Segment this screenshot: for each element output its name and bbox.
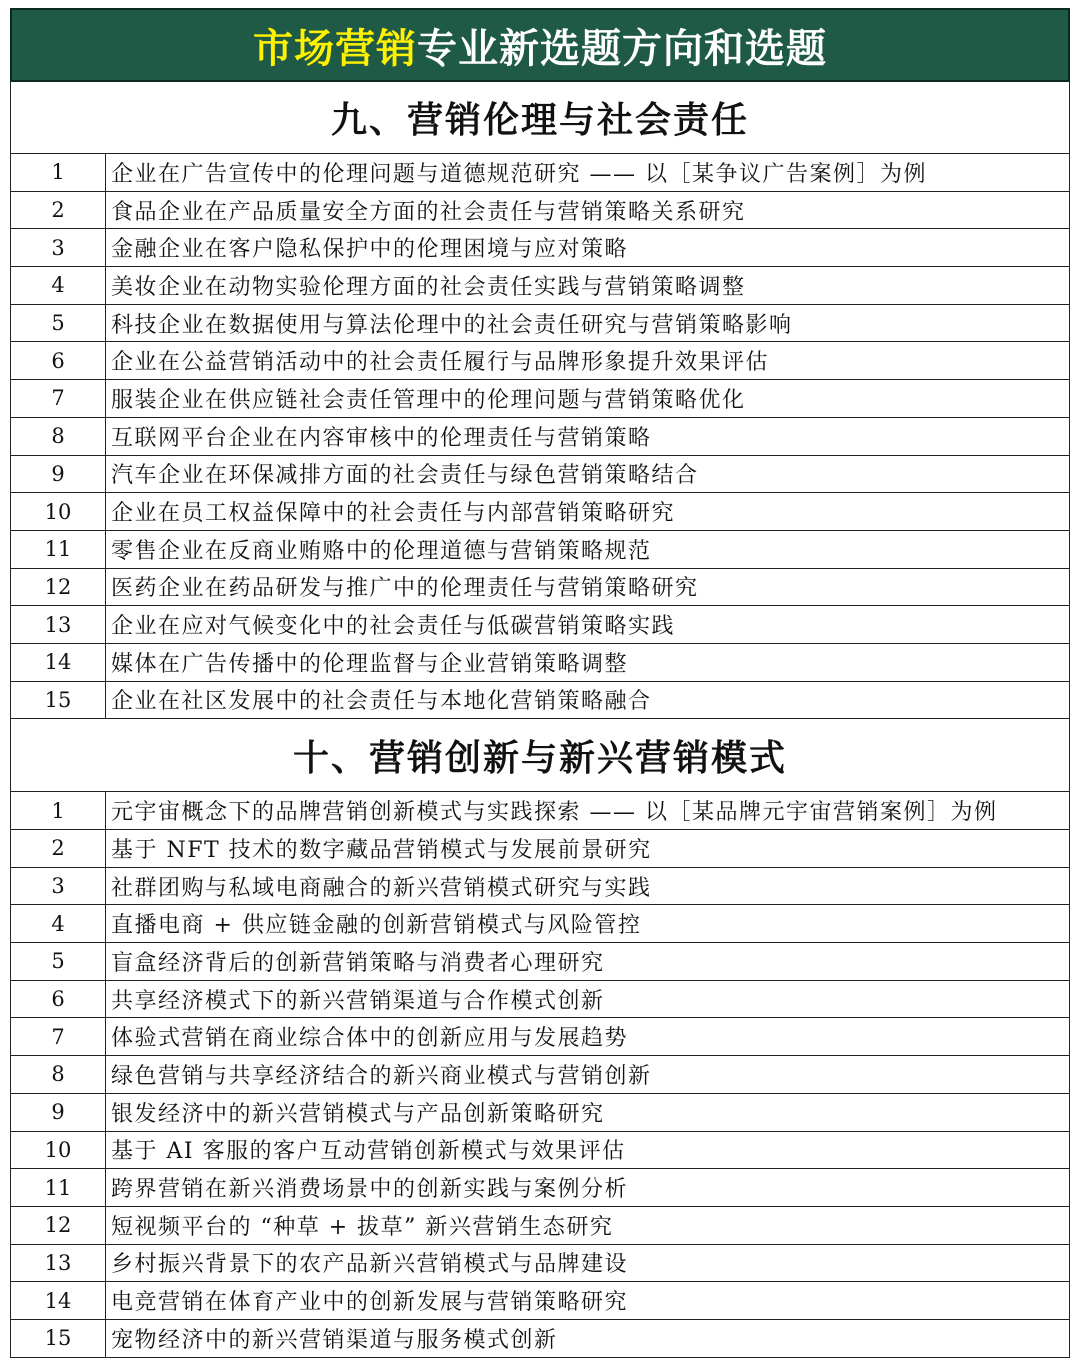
table-row [10,418,1070,456]
table-row [10,192,1070,230]
table-row [10,380,1070,418]
table-row [10,1282,1070,1320]
row-topic: 体验式营销在商业综合体中的创新应用与发展趋势 [111,1026,629,1052]
row-topic: 企业在公益营销活动中的社会责任履行与品牌形象提升效果评估 [111,350,770,376]
row-number: 6 [11,981,106,1018]
row-number: 7 [11,380,106,417]
table-row [10,531,1070,569]
table-row [10,1320,1070,1358]
row-number: 14 [11,1282,106,1319]
row-number: 8 [11,418,106,455]
row-number: 12 [11,569,106,606]
table-row [10,1132,1070,1170]
row-topic: 企业在应对气候变化中的社会责任与低碳营销策略实践 [111,614,676,640]
row-number: 10 [11,493,106,530]
row-number: 5 [11,943,106,980]
row-number: 15 [11,682,106,719]
table-row [10,1245,1070,1283]
row-topic: 宠物经济中的新兴营销渠道与服务模式创新 [111,1327,558,1353]
table-row [10,342,1070,380]
table-row [10,682,1070,720]
row-topic: 企业在社区发展中的社会责任与本地化营销策略融合 [111,689,652,715]
table-row [10,943,1070,981]
row-topic: 零售企业在反商业贿赂中的伦理道德与营销策略规范 [111,538,652,564]
row-number: 4 [11,267,106,304]
row-number: 4 [11,905,106,942]
row-number: 14 [11,644,106,681]
row-topic: 元宇宙概念下的品牌营销创新模式与实践探索 —— 以［某品牌元宇宙营销案例］为例 [111,800,998,826]
row-topic: 直播电商 + 供应链金融的创新营销模式与风险管控 [111,913,642,939]
row-number: 13 [11,1245,106,1282]
table-row [10,606,1070,644]
row-number: 10 [11,1132,106,1169]
row-number: 13 [11,606,106,643]
table-row [10,1094,1070,1132]
row-topic: 互联网平台企业在内容审核中的伦理责任与营销策略 [111,425,652,451]
table-row [10,1018,1070,1056]
table-row [10,267,1070,305]
row-topic: 社群团购与私域电商融合的新兴营销模式研究与实践 [111,875,652,901]
table-row [10,1207,1070,1245]
row-topic: 企业在广告宣传中的伦理问题与道德规范研究 —— 以［某争议广告案例］为例 [111,161,927,187]
row-topic: 服装企业在供应链社会责任管理中的伦理问题与营销策略优化 [111,387,746,413]
row-topic: 电竞营销在体育产业中的创新发展与营销策略研究 [111,1290,629,1316]
table-row [10,569,1070,607]
topic-table [10,8,1070,1358]
section-heading: 九、营销伦理与社会责任 [10,82,1070,154]
table-row [10,493,1070,531]
table-row [10,1169,1070,1207]
row-number: 3 [11,868,106,905]
row-number: 11 [11,531,106,568]
row-topic: 共享经济模式下的新兴营销渠道与合作模式创新 [111,988,605,1014]
table-row [10,905,1070,943]
row-topic: 科技企业在数据使用与算法伦理中的社会责任研究与营销策略影响 [111,312,793,338]
table-row [10,456,1070,494]
row-number: 2 [11,830,106,867]
row-number: 2 [11,192,106,229]
row-number: 6 [11,342,106,379]
table-row [10,792,1070,830]
row-number: 5 [11,305,106,342]
row-topic: 美妆企业在动物实验伦理方面的社会责任实践与营销策略调整 [111,274,746,300]
row-topic: 企业在员工权益保障中的社会责任与内部营销策略研究 [111,501,676,527]
title-rest: 专业新选题方向和选题 [417,25,827,72]
sections-container [10,82,1070,1358]
row-topic: 医药企业在药品研发与推广中的伦理责任与营销策略研究 [111,576,699,602]
row-topic: 金融企业在客户隐私保护中的伦理困境与应对策略 [111,237,629,263]
table-row [10,154,1070,192]
table-row [10,1056,1070,1094]
row-topic: 绿色营销与共享经济结合的新兴商业模式与营销创新 [111,1063,652,1089]
row-number: 9 [11,1094,106,1131]
row-number: 9 [11,456,106,493]
row-topic: 跨界营销在新兴消费场景中的创新实践与案例分析 [111,1177,629,1203]
row-number: 11 [11,1169,106,1206]
title-highlight: 市场营销 [253,25,417,72]
row-number: 7 [11,1018,106,1055]
table-row [10,981,1070,1019]
table-row [10,305,1070,343]
row-topic: 汽车企业在环保减排方面的社会责任与绿色营销策略结合 [111,463,699,489]
row-number: 8 [11,1056,106,1093]
row-topic: 短视频平台的 “种草 + 拔草” 新兴营销生态研究 [111,1214,614,1240]
title-banner [10,8,1070,82]
table-row [10,644,1070,682]
table-row [10,830,1070,868]
row-topic: 媒体在广告传播中的伦理监督与企业营销策略调整 [111,651,629,677]
row-number: 1 [11,792,106,829]
row-topic: 基于 NFT 技术的数字藏品营销模式与发展前景研究 [111,837,652,863]
row-number: 3 [11,229,106,266]
row-topic: 食品企业在产品质量安全方面的社会责任与营销策略关系研究 [111,199,746,225]
row-topic: 乡村振兴背景下的农产品新兴营销模式与品牌建设 [111,1252,629,1278]
row-topic: 基于 AI 客服的客户互动营销创新模式与效果评估 [111,1139,626,1165]
row-number: 12 [11,1207,106,1244]
table-row [10,868,1070,906]
table-row [10,229,1070,267]
row-topic: 银发经济中的新兴营销模式与产品创新策略研究 [111,1101,605,1127]
row-number: 1 [11,154,106,191]
row-topic: 盲盒经济背后的创新营销策略与消费者心理研究 [111,950,605,976]
section-heading: 十、营销创新与新兴营销模式 [10,719,1070,792]
row-number: 15 [11,1320,106,1357]
